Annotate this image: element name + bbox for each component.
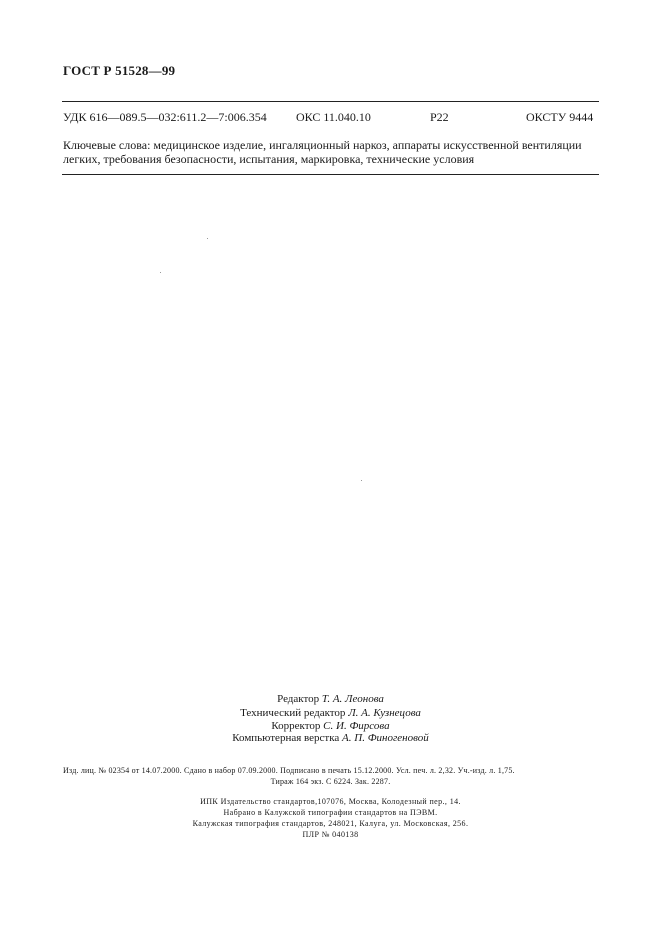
credit-name: Л. А. Кузнецова [348,707,421,719]
credit-name: А. П. Финогеновой [342,732,429,744]
keywords-line-2: легких, требования безопасности, испытания, маркировка, технические условия [63,152,475,166]
bottom-divider [62,174,599,175]
publisher-line-4: ПЛР № 040138 [302,830,359,839]
standard-number: ГОСТ Р 51528—99 [63,63,176,78]
credit-role: Редактор [277,693,320,705]
credit-tech-editor [0,706,661,720]
keywords-line-1: Ключевые слова: медицинское изделие, ингаляционный наркоз, аппараты искусственной вентиляции [63,138,582,152]
oks-code: ОКС 11.040.10 [296,110,371,124]
top-divider [62,101,599,102]
credit-name: Т. А. Леонова [321,693,384,705]
credit-layout [0,731,661,745]
publisher-line-1: ИПК Издательство стандартов,107076, Москва, Колодезный пер., 14. [200,797,461,806]
imprint-line-2: Тираж 164 экз. С 6224. Зак. 2287. [270,777,391,786]
credit-role: Корректор [271,720,321,732]
credit-role: Технический редактор [240,707,346,719]
okstu-code: ОКСТУ 9444 [526,110,594,124]
scan-speck [207,238,208,239]
credit-role: Компьютерная верстка [232,732,340,744]
credit-name: С. И. Фирсова [323,720,390,732]
scan-speck [160,272,161,273]
scan-speck [361,480,362,481]
imprint-line-1: Изд. лиц. № 02354 от 14.07.2000. Сдано в набор 07.09.2000. Подписано в печать 15.12.2000. Усл. печ. л. 2,32. Уч.-изд. л. 1,75. [63,766,515,775]
group-code: Р22 [430,110,449,124]
credit-editor [0,692,661,706]
udk-code: УДК 616—089.5—032:611.2—7:006.354 [63,110,267,124]
publisher-line-2: Набрано в Калужской типографии стандартов на ПЭВМ. [223,808,438,817]
publisher-line-3: Калужская типография стандартов, 248021, Калуга, ул. Московская, 256. [192,819,469,828]
